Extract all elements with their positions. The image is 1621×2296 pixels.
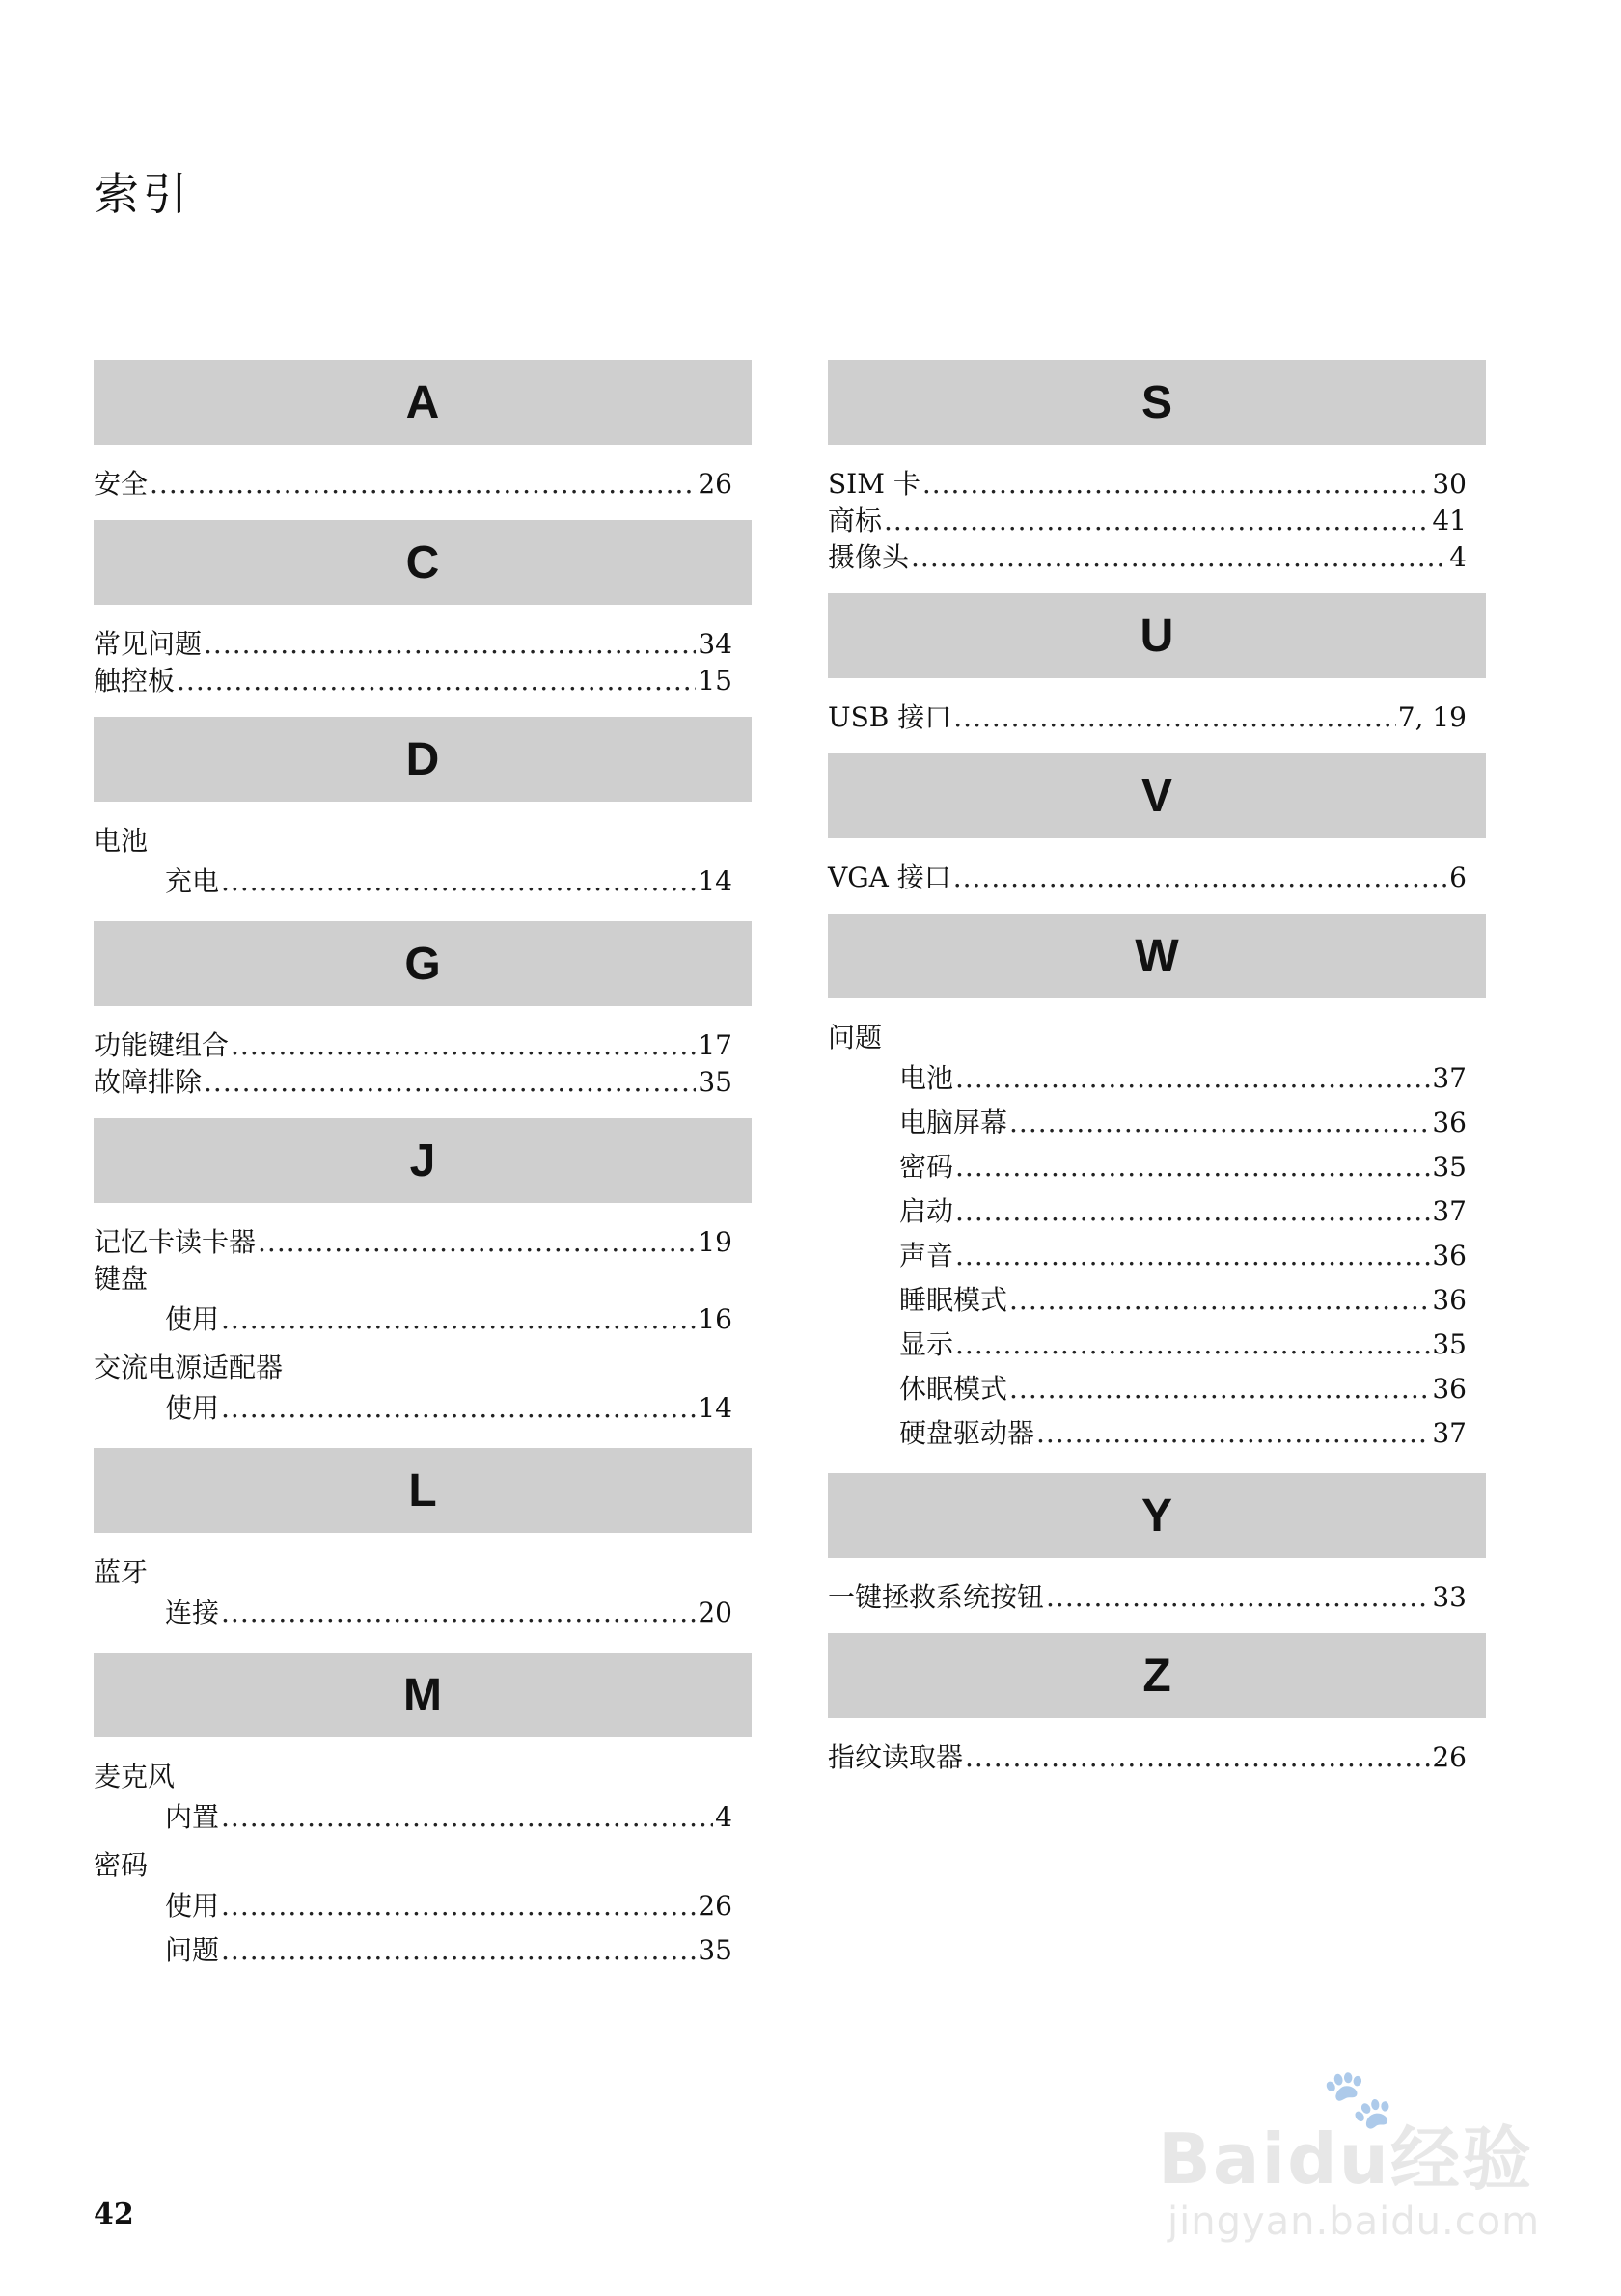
- entry-list: [828, 1718, 1486, 1793]
- entry-term: 硬盘驱动器: [899, 1417, 1035, 1449]
- dot-leader: [221, 1298, 696, 1342]
- entry-list: [94, 445, 752, 520]
- entry-page: 35: [698, 1066, 732, 1098]
- watermark-url: jingyan.baidu.com: [1168, 2200, 1541, 2244]
- dot-leader: [1046, 1579, 1430, 1616]
- index-heading: [94, 1759, 752, 1795]
- entry-term: 使用: [165, 1890, 220, 1922]
- index-entry: [94, 466, 752, 503]
- entry-term: 电池: [94, 825, 149, 857]
- index-entry: [828, 539, 1486, 576]
- section-letter-header: D: [94, 717, 752, 802]
- index-section-w: [828, 914, 1486, 1473]
- entry-term: 电池: [899, 1062, 954, 1094]
- index-section-y: [828, 1473, 1486, 1633]
- dot-leader: [953, 860, 1447, 896]
- entry-term: 问题: [165, 1934, 220, 1966]
- index-subentry: [94, 1591, 752, 1635]
- dot-leader: [911, 539, 1447, 576]
- index-heading: [94, 1261, 752, 1298]
- entry-page: 35: [1432, 1151, 1467, 1183]
- entry-page: 36: [1432, 1240, 1467, 1271]
- entry-list: [94, 1737, 752, 1990]
- entry-term: 休眠模式: [899, 1373, 1008, 1405]
- entry-page: 6: [1449, 861, 1467, 893]
- section-letter-header: C: [94, 520, 752, 605]
- dot-leader: [955, 1056, 1430, 1101]
- index-subentry: [828, 1323, 1486, 1367]
- index-column-right: [828, 360, 1486, 1793]
- dot-leader: [221, 1591, 696, 1635]
- dot-leader: [953, 699, 1395, 736]
- entry-page: 15: [698, 665, 732, 697]
- entry-list: [94, 1203, 752, 1448]
- entry-term: 充电: [165, 865, 220, 897]
- entry-list: [94, 802, 752, 921]
- section-letter-header: L: [94, 1448, 752, 1533]
- entry-term: VGA 接口: [828, 861, 951, 893]
- dot-leader: [221, 1884, 696, 1928]
- dot-leader: [965, 1739, 1430, 1776]
- entry-page: 30: [1432, 468, 1467, 500]
- index-subentry: [828, 1411, 1486, 1456]
- entry-page: 4: [715, 1801, 732, 1833]
- index-subentry: [94, 1298, 752, 1342]
- dot-leader: [1009, 1101, 1430, 1145]
- entry-term: 问题: [828, 1022, 883, 1053]
- index-section-z: [828, 1633, 1486, 1793]
- section-letter-header: W: [828, 914, 1486, 998]
- index-section-j: [94, 1118, 752, 1448]
- entry-page: 26: [698, 1890, 732, 1922]
- entry-term: 一键拯救系统按钮: [828, 1581, 1045, 1613]
- page-number: 42: [94, 2198, 134, 2231]
- index-entry: [828, 1579, 1486, 1616]
- entry-term: 安全: [94, 468, 149, 500]
- dot-leader: [955, 1145, 1430, 1189]
- entry-page: 37: [1432, 1195, 1467, 1227]
- entry-page: 36: [1432, 1284, 1467, 1316]
- entry-term: 密码: [94, 1849, 149, 1881]
- dot-leader: [150, 466, 696, 503]
- paw-icon: 🐾: [1322, 2065, 1394, 2133]
- index-subentry: [828, 1101, 1486, 1145]
- entry-term: 连接: [165, 1597, 220, 1628]
- index-subentry: [828, 1056, 1486, 1101]
- index-heading: [94, 1554, 752, 1591]
- index-subentry: [94, 1795, 752, 1840]
- entry-term: 蓝牙: [94, 1556, 149, 1588]
- entry-list: [828, 1558, 1486, 1633]
- index-subentry: [828, 1234, 1486, 1278]
- index-section-v: [828, 753, 1486, 914]
- dot-leader: [955, 1323, 1430, 1367]
- index-entry: [828, 1739, 1486, 1776]
- entry-page: 41: [1432, 505, 1467, 536]
- entry-term: 触控板: [94, 665, 176, 697]
- entry-page: 16: [698, 1303, 732, 1335]
- index-entry: [94, 1064, 752, 1101]
- index-heading: [94, 1350, 752, 1386]
- index-section-l: [94, 1448, 752, 1653]
- entry-page: 14: [698, 1392, 732, 1424]
- dot-leader: [231, 1027, 696, 1064]
- entry-list: [828, 678, 1486, 753]
- entry-page: 14: [698, 865, 732, 897]
- dot-leader: [884, 503, 1430, 539]
- entry-term: SIM 卡: [828, 468, 920, 500]
- section-letter-header: G: [94, 921, 752, 1006]
- dot-leader: [922, 466, 1431, 503]
- entry-term: 键盘: [94, 1263, 149, 1295]
- entry-page: 35: [1432, 1328, 1467, 1360]
- page-title: 索引: [95, 168, 191, 220]
- entry-term: 功能键组合: [94, 1029, 230, 1061]
- entry-term: 摄像头: [828, 541, 910, 573]
- entry-list: [828, 998, 1486, 1473]
- index-section-s: [828, 360, 1486, 593]
- dot-leader: [221, 1928, 696, 1973]
- entry-term: 显示: [899, 1328, 954, 1360]
- index-entry: [828, 466, 1486, 503]
- dot-leader: [204, 1064, 696, 1101]
- dot-leader: [258, 1224, 696, 1261]
- index-heading: [94, 823, 752, 860]
- index-section-u: [828, 593, 1486, 753]
- entry-term: 声音: [899, 1240, 954, 1271]
- index-section-m: [94, 1653, 752, 1990]
- dot-leader: [221, 1386, 696, 1431]
- entry-term: 睡眠模式: [899, 1284, 1008, 1316]
- dot-leader: [1036, 1411, 1430, 1456]
- entry-page: 37: [1432, 1417, 1467, 1449]
- entry-page: 26: [1432, 1741, 1467, 1773]
- entry-term: 常见问题: [94, 628, 203, 660]
- section-letter-header: U: [828, 593, 1486, 678]
- index-subentry: [94, 860, 752, 904]
- dot-leader: [221, 860, 696, 904]
- index-heading: [828, 1020, 1486, 1056]
- entry-term: 使用: [165, 1303, 220, 1335]
- entry-page: 35: [698, 1934, 732, 1966]
- index-heading: [94, 1847, 752, 1884]
- index-subentry: [828, 1367, 1486, 1411]
- entry-list: [94, 1006, 752, 1118]
- dot-leader: [955, 1234, 1430, 1278]
- entry-term: 指纹读取器: [828, 1741, 964, 1773]
- dot-leader: [1009, 1278, 1430, 1323]
- entry-page: 36: [1432, 1107, 1467, 1138]
- entry-term: 内置: [165, 1801, 220, 1833]
- entry-term: 故障排除: [94, 1066, 203, 1098]
- index-entry: [94, 1224, 752, 1261]
- index-entry: [94, 626, 752, 663]
- entry-term: USB 接口: [828, 701, 952, 733]
- entry-page: 33: [1432, 1581, 1467, 1613]
- entry-page: 7, 19: [1397, 701, 1467, 733]
- entry-page: 34: [698, 628, 732, 660]
- entry-page: 37: [1432, 1062, 1467, 1094]
- index-entry: [94, 663, 752, 699]
- entry-term: 密码: [899, 1151, 954, 1183]
- entry-page: 4: [1449, 541, 1467, 573]
- section-letter-header: V: [828, 753, 1486, 838]
- index-subentry: [828, 1189, 1486, 1234]
- watermark: [1158, 2064, 1544, 2257]
- index-section-d: [94, 717, 752, 921]
- section-letter-header: M: [94, 1653, 752, 1737]
- entry-list: [828, 445, 1486, 593]
- entry-list: [828, 838, 1486, 914]
- entry-term: 电脑屏幕: [899, 1107, 1008, 1138]
- section-letter-header: Z: [828, 1633, 1486, 1718]
- section-letter-header: A: [94, 360, 752, 445]
- index-section-g: [94, 921, 752, 1118]
- entry-page: 26: [698, 468, 732, 500]
- entry-term: 启动: [899, 1195, 954, 1227]
- entry-term: 商标: [828, 505, 883, 536]
- section-letter-header: Y: [828, 1473, 1486, 1558]
- entry-page: 20: [698, 1597, 732, 1628]
- index-entry: [828, 503, 1486, 539]
- index-subentry: [94, 1884, 752, 1928]
- index-subentry: [94, 1386, 752, 1431]
- section-letter-header: J: [94, 1118, 752, 1203]
- watermark-logo: Baidu经验: [1158, 2118, 1533, 2200]
- entry-page: 36: [1432, 1373, 1467, 1405]
- entry-list: [94, 1533, 752, 1653]
- dot-leader: [177, 663, 696, 699]
- entry-term: 使用: [165, 1392, 220, 1424]
- entry-term: 麦克风: [94, 1761, 176, 1792]
- entry-term: 记忆卡读卡器: [94, 1226, 257, 1258]
- index-entry: [828, 860, 1486, 896]
- index-section-a: [94, 360, 752, 520]
- index-entry: [828, 699, 1486, 736]
- entry-term: 交流电源适配器: [94, 1352, 284, 1383]
- dot-leader: [204, 626, 696, 663]
- entry-page: 19: [698, 1226, 732, 1258]
- entry-page: 17: [698, 1029, 732, 1061]
- entry-list: [94, 605, 752, 717]
- index-section-c: [94, 520, 752, 717]
- dot-leader: [1009, 1367, 1430, 1411]
- dot-leader: [221, 1795, 713, 1840]
- dot-leader: [955, 1189, 1430, 1234]
- index-subentry: [828, 1278, 1486, 1323]
- index-subentry: [828, 1145, 1486, 1189]
- section-letter-header: S: [828, 360, 1486, 445]
- index-column-left: [94, 360, 752, 1990]
- index-subentry: [94, 1928, 752, 1973]
- index-entry: [94, 1027, 752, 1064]
